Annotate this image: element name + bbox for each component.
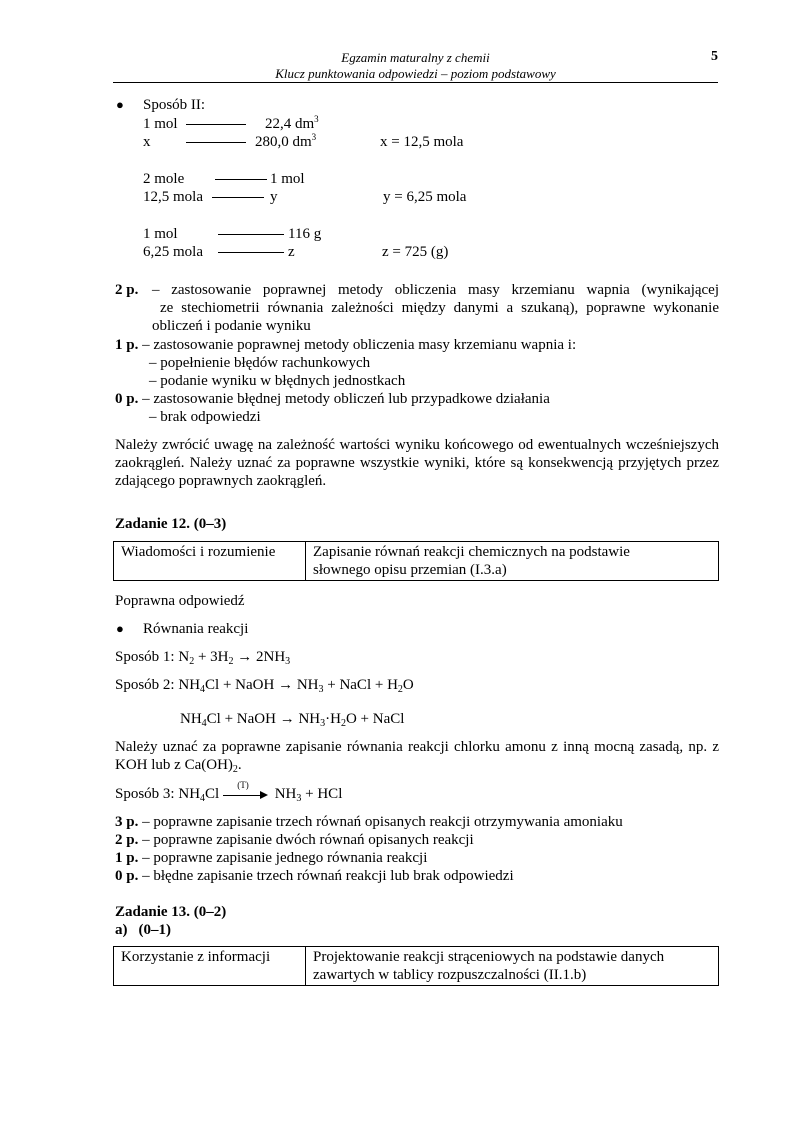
proportion-right: 1 mol <box>270 171 305 187</box>
score-2p-line2: ze stechiometrii równania zależności między danymi a szukaną), poprawne wykonanie <box>160 300 719 316</box>
method3-equation: Sposób 3: $NH_4Cl$ (T) $NH_3$ + HCl <box>115 779 343 804</box>
table-cell-skill: Wiadomości i rozumienie <box>114 542 306 581</box>
correct-answer-heading: Poprawna odpowiedź <box>115 593 245 609</box>
task13-subtask: a) (0–1) <box>115 922 171 938</box>
method2-title: Sposób II: <box>143 97 206 113</box>
heat-arrow-icon: (T) <box>223 788 271 802</box>
proportion-right: 22,4 $dm^3$ <box>265 114 319 132</box>
proportion-result: z = 725 (g) <box>382 244 449 260</box>
proportion-left: 1 mol <box>143 116 178 132</box>
base-note: Należy uznać za poprawne zapisanie równania reakcji chlorku amonu z inną mocną zasadą, np. z KOH lub z $Ca(OH)_2$. <box>115 739 719 775</box>
page-number: 5 <box>711 49 718 64</box>
score-1p: 1 p. – poprawne zapisanie jednego równania reakcji <box>115 850 428 866</box>
score-2p-label: 2 p. <box>115 282 139 298</box>
proportion-result: x = 12,5 mola <box>380 134 464 150</box>
task12-title: Zadanie 12. (0–3) <box>115 516 227 532</box>
table-cell-requirement: Zapisanie równań reakcji chemicznych na podstawie słownego opisu przemian (I.3.a) <box>306 542 719 581</box>
page-header <box>113 46 718 83</box>
score-3p: 3 p. – poprawne zapisanie trzech równań opisanych reakcji otrzymywania amoniaku <box>115 814 623 830</box>
score-1p-item: – podanie wyniku w błędnych jednostkach <box>149 373 406 389</box>
score-0p: 0 p. – zastosowanie błędnej metody obliczeń lub przypadkowe działania <box>115 391 550 407</box>
method2-equation-alt: $NH_4Cl$ + NaOH → $NH_3\cdot H_2O$ + NaCl <box>180 711 405 729</box>
dash-line <box>186 142 246 143</box>
task13-requirements-table <box>113 946 719 986</box>
score-0p: 0 p. – błędne zapisanie trzech równań reakcji lub brak odpowiedzi <box>115 868 514 884</box>
dash-line <box>218 252 284 253</box>
score-2p: 2 p. – poprawne zapisanie dwóch równań opisanych reakcji <box>115 832 474 848</box>
score-1p-item: – popełnienie błędów rachunkowych <box>149 355 371 371</box>
dash-line <box>218 234 284 235</box>
score-2p-line3: obliczeń i podanie wyniku <box>152 318 311 334</box>
proportion-left: 12,5 mola <box>143 189 203 205</box>
proportion-right: y <box>270 189 278 205</box>
proportion-left: 1 mol <box>143 226 178 242</box>
header-subtitle: Klucz punktowania odpowiedzi – poziom podstawowy <box>275 66 556 81</box>
dash-line <box>186 124 246 125</box>
proportion-right: 116 g <box>288 226 322 242</box>
dash-line <box>215 179 267 180</box>
proportion-left: 2 mole <box>143 171 185 187</box>
proportion-left: x <box>143 134 151 150</box>
dash-line <box>212 197 264 198</box>
proportion-row <box>143 115 178 133</box>
task12-requirements-table <box>113 541 719 581</box>
proportion-result: y = 6,25 mola <box>383 189 467 205</box>
proportion-right: 280,0 $dm^3$ <box>255 132 317 150</box>
bullet-icon: ● <box>116 621 124 636</box>
header-exam-title: Egzamin maturalny z chemii <box>341 50 490 65</box>
method2-equation: Sposób 2: $NH_4Cl$ + NaOH → $NH_3$ + NaCl + $H_2O$ <box>115 677 414 695</box>
equations-heading: Równania reakcji <box>143 621 249 637</box>
proportion-left: 6,25 mola <box>143 244 203 260</box>
task13-title: Zadanie 13. (0–2) <box>115 904 227 920</box>
method1-equation: Sposób 1: $N_2 + 3H_2 \to 2NH_3$ <box>115 649 291 667</box>
score-0p-item: – brak odpowiedzi <box>149 409 261 425</box>
score-1p: 1 p. – zastosowanie poprawnej metody obliczenia masy krzemianu wapnia i: <box>115 337 577 353</box>
rounding-note: Należy zwrócić uwagę na zależność wartości wyniku końcowego od ewentualnych wcześniejszych zaokrągleń. Należy uznać za poprawne wszystkie wyniki, które są konsekwencją przyjętych przez zdającego poprawnych zaokrągleń. <box>115 437 719 489</box>
bullet-icon: ● <box>116 97 124 112</box>
proportion-right: z <box>288 244 295 260</box>
table-cell-requirement: Projektowanie reakcji strąceniowych na podstawie danych zawartych w tablicy rozpuszczalności (II.1.b) <box>306 947 719 986</box>
score-2p-line1: – zastosowanie poprawnej metody obliczenia masy krzemianu wapnia (wynikającej <box>152 282 719 298</box>
table-cell-skill: Korzystanie z informacji <box>114 947 306 986</box>
